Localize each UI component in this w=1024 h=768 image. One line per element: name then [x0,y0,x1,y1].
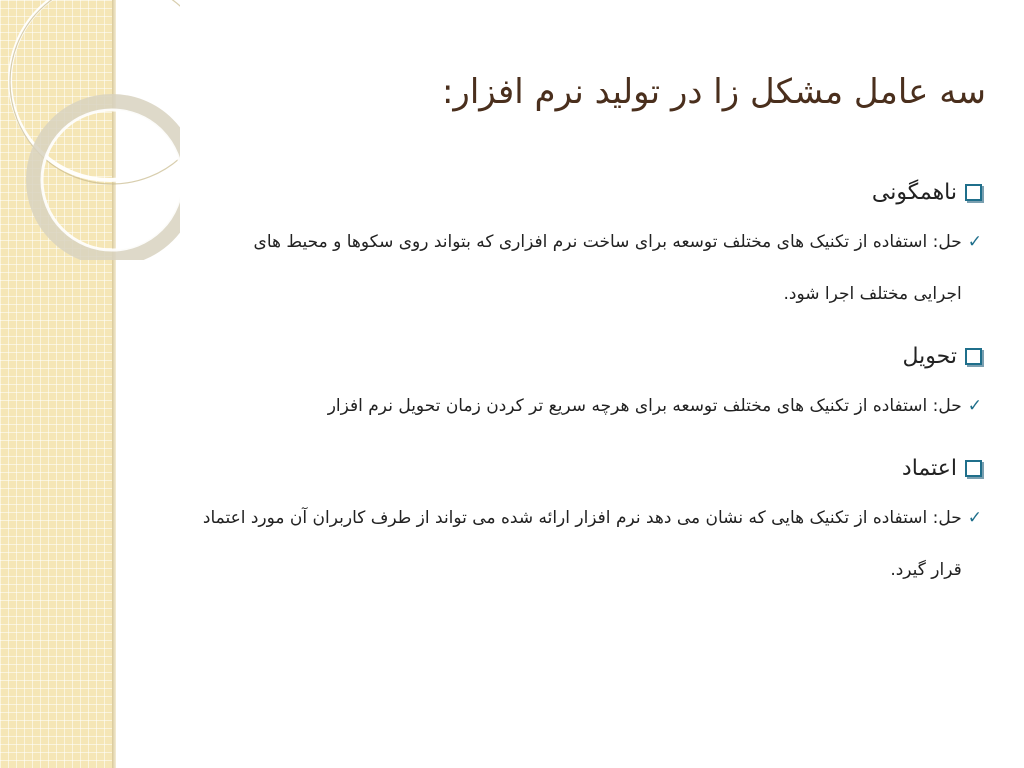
list-item-trust [152,456,982,481]
item-heading: ناهمگونی [871,180,957,205]
list-item-delivery [152,344,982,369]
solution-text: حل: استفاده از تکنیک هایی که نشان می دهد نرم افزار ارائه شده می تواند از طرف کاربران آن مورد اعتماد قرار گیرد. [202,508,962,580]
square-checkbox-icon [965,348,982,365]
square-checkbox-icon [965,184,982,201]
checkmark-icon: ✓ [967,396,982,416]
square-checkbox-icon [965,460,982,477]
checkmark-icon: ✓ [967,232,982,252]
checkmark-icon: ✓ [967,508,982,528]
item-heading: تحویل [902,344,957,369]
item-heading: اعتماد [901,456,957,481]
bullet-list [152,180,982,620]
sub-item-solution [152,391,982,432]
sub-item-solution [152,227,982,320]
solution-text: حل: استفاده از تکنیک های مختلف توسعه برای ساخت نرم افزاری که بتواند روی سکوها و محیط های اجرایی مختلف اجرا شود. [253,232,962,304]
solution-text: حل: استفاده از تکنیک های مختلف توسعه برای هرچه سریع تر کردن زمان تحویل نرم افزار [327,396,962,416]
list-item-heterogeneity [152,180,982,205]
sub-item-solution [152,503,982,596]
slide-title: سه عامل مشکل زا در تولید نرم افزار: [441,72,986,112]
